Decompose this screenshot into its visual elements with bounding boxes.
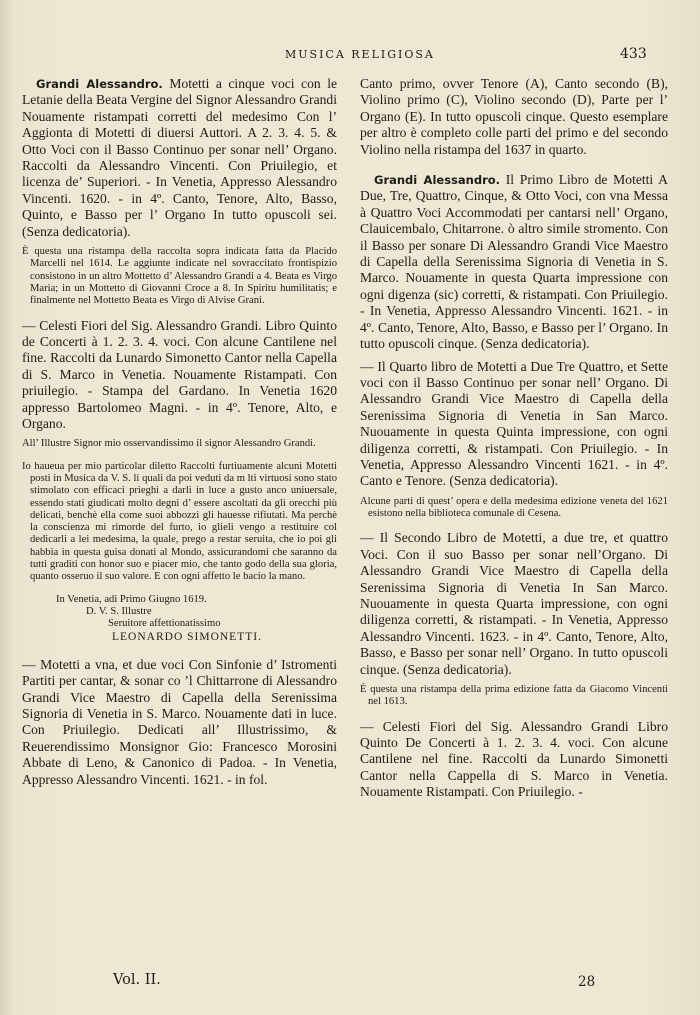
entry-dash: —	[360, 358, 378, 374]
catalog-entry-continued: Canto primo, ovver Tenore (A), Canto secondo (B), Violino primo (C), Violino secondo (D), Parte per l’ Organo (E). In tutto opuscoli cinque. Questo esemplare per altro è completo colle parti del primo e del secondo Violino nella ristampa del 1637 in quarto.	[360, 76, 668, 157]
running-header	[0, 48, 700, 68]
entry-dash: —	[360, 718, 383, 734]
entry-text: Motetti a cinque voci con le Letanie della Beata Vergine del Signor Alessandro Grandi Nouamente ristampati corretti del medesimo Con l’ Aggionta di Motetti di diuersi Auttori. A 2. 3. 4. 5. & Otto Voci con il Basso Continuo per sonar nell’ Organo. Raccolti da Alessandro Vincenti. Con Priuilegio, et licenza de’ Superiori. - In Venetia, Appresso Alessandro Vincenti. 1620. - in 4º. Canto, Tenore, Alto, Basso, Quinto, e Basso per l’ Organo In tutto opuscoli sei. (Senza dedicatoria).	[22, 76, 338, 239]
catalog-entry	[360, 530, 668, 678]
entry-text: Motetti a vna, et due voci Con Sinfonie d’ Istromenti Partiti per cantar, & sonar co ’l Chittarrone di Alessandro Grandi Vice Maestro di Capella della Serenissima Signoria di Venetia in S. Marco. Nouamente dati in luce. Con Priuilegio. Dedicati all’ Illustrissimo, & Reuerendissimo Monsignor Gio: Francesco Morosini Abbate di Leno, & Canonico di Padoa. - In Venetia, Appresso Alessandro Vincenti. 1621. - in fol.	[22, 656, 337, 787]
entry-text: Celesti Fiori del Sig. Alessandro Grandi Libro Quinto De Concerti à 1. 2. 3. 4. voci. Con alcune Cantilene nel fine. Raccolti da Lunardo Simonetti Cantor nella Cappella di S. Marco in Venetia. Nouamente Ristampati. Con Priuilegio. -	[360, 718, 668, 800]
catalog-entry	[22, 76, 337, 240]
dedication-signature: LEONARDO SIMONETTI.	[112, 630, 262, 643]
catalog-entry	[360, 719, 668, 801]
catalog-entry	[22, 657, 337, 788]
left-column	[22, 76, 337, 794]
entry-text: Il Secondo Libro de Motetti, a due tre, et quattro Voci. Con il suo Basso per sonar nell’Organo. Di Alessandro Grandi Vice Maestro di Capella della Serenissima Signoria di Venetia In San Marco. Nuouamente in questa Quarta impressione, con ogni diligenza corretti, & ristampati. - In Venetia, Appresso Alessandro Vincenti. 1623. - in 4º. Canto, Tenore, Alto, Basso, e Basso per sonar nell’ Organo. In tutto opuscoli cinque. (Senza dedicatoria).	[360, 530, 669, 677]
entry-heading: Grandi Alessandro.	[374, 173, 501, 188]
dedication-salutation: D. V. S. Illustre	[86, 605, 152, 617]
dedication-closing: Seruitore affettionatissimo	[108, 618, 221, 630]
entry-heading: Grandi Alessandro.	[36, 77, 163, 91]
signature-number: 28	[578, 974, 596, 990]
dedication-text: Io haueua per mio particolar diletto Raccolti furtiuamente alcuni Motetti posti in Musica da V. S. li quali da poi veduti da m lti virtuosi sono stato stimolato con efficaci prieghi a darli in luce a gusto anco uniuersale, essendo stati giudicati molto degni d’ essere ascoltati da gli orecchi più delicati, benchè ella come suoi abbozzi gli hauesse rifiutati. Ma perchè la conscienza mi rimorde del furto, io glieli vengo a restituire col dedicarli a lei medesima, la quale, prego a restar seruita, che io poi gli habbia in questa guisa donati al Mondo, assicurandomi che saranno da tutti graditi con honor suo e piacer mio, che tanto godo della sua gloria, quanto osseruo il suo valore. E con ogni affetto le bacio la mano.	[22, 460, 337, 583]
entry-dash: —	[360, 530, 380, 546]
note: È questa una ristampa della prima edizione fatta da Giacomo Vincenti nel 1613.	[360, 684, 668, 708]
catalog-entry	[360, 172, 668, 352]
right-column	[360, 76, 668, 807]
catalog-entry	[360, 359, 668, 490]
dedication-date: In Venetia, adi Primo Giugno 1619.	[56, 593, 207, 605]
entry-text: Il Quarto libro de Motetti a Due Tre Quattro, et Sette voci con il Basso Continuo per sonar nell’ Organo. Di Alessandro Grandi Vice Maestro di Capella della Serenissima Signoria di Venetia in San Marco. Nuouamente in questa Quinta impressione, con ogni diligenza corretti, & ristampati. Con Priuilegio. - In Venetia, Appresso Alessandro Vincenti 1621. - in 4º. Canto e Tenore. (Senza dedicatoria).	[360, 358, 668, 489]
volume-label: Vol. II.	[113, 972, 161, 988]
entry-dash: —	[22, 656, 41, 672]
catalog-entry	[22, 318, 337, 433]
entry-dash: —	[22, 317, 40, 333]
entry-text: Celesti Fiori del Sig. Alessandro Grandi. Libro Quinto de Concerti à 1. 2. 3. 4. voci. Con alcune Cantilene nel fine. Raccolti da Lunardo Simonetto Cantor nella Capella di S. Marco in Venetia. Nouamente Ristampati. Con priuilegio. - Stampa del Gardano. In Venetia 1620 appresso Bartolomeo Magni. - in 4º. Tenore, Alto, e Organo.	[22, 317, 337, 431]
note: È questa una ristampa della raccolta sopra indicata fatta da Placido Marcelli nel 1614. Le aggiunte indicate nel sovraccitato frontispizio consistono in un altro Mottetto d’ Alessandro Grandi a 4. Beata es Virgo Maria; in un Mottetto di Giovanni Croce a 8. In Spiritu humilitatis; e finalmente nel Mottetto Beata es Virgo di Alvise Grani.	[22, 246, 337, 307]
header-title: MUSICA RELIGIOSA	[285, 48, 435, 61]
entry-text: Il Primo Libro de Motetti A Due, Tre, Quattro, Cinque, & Otto Voci, con vna Messa à Quattro Voci Accommodati per cantarsi nell’ Organo, Clauicembalo, Chitarrone. ò altro simile stromento. Con il Basso per sonare Di Alessandro Grandi Vice Maestro di Capella della Serenissima Signoria di Venetia in S. Marco. Nouamente in questa Quarta impressione con ogni digenza (sic) corretti, & ristampati. Con Priuilegio. - In Venetia, Appresso Alessandro Vincenti. 1621. - in 4º. Canto, Tenore, Alto, Basso, e Basso per l’ Organo. In tutto opuscoli cinque. (Senza dedicatoria).	[360, 172, 668, 352]
note: Alcune parti di quest’ opera e della medesima edizione veneta del 1621 esistono nella biblioteca comunale di Cesena.	[360, 495, 668, 520]
page-number: 433	[620, 46, 647, 62]
page-footer	[0, 972, 700, 996]
dedication-address: All’ Illustre Signor mio osservandissimo il signor Alessandro Grandi.	[22, 438, 316, 450]
